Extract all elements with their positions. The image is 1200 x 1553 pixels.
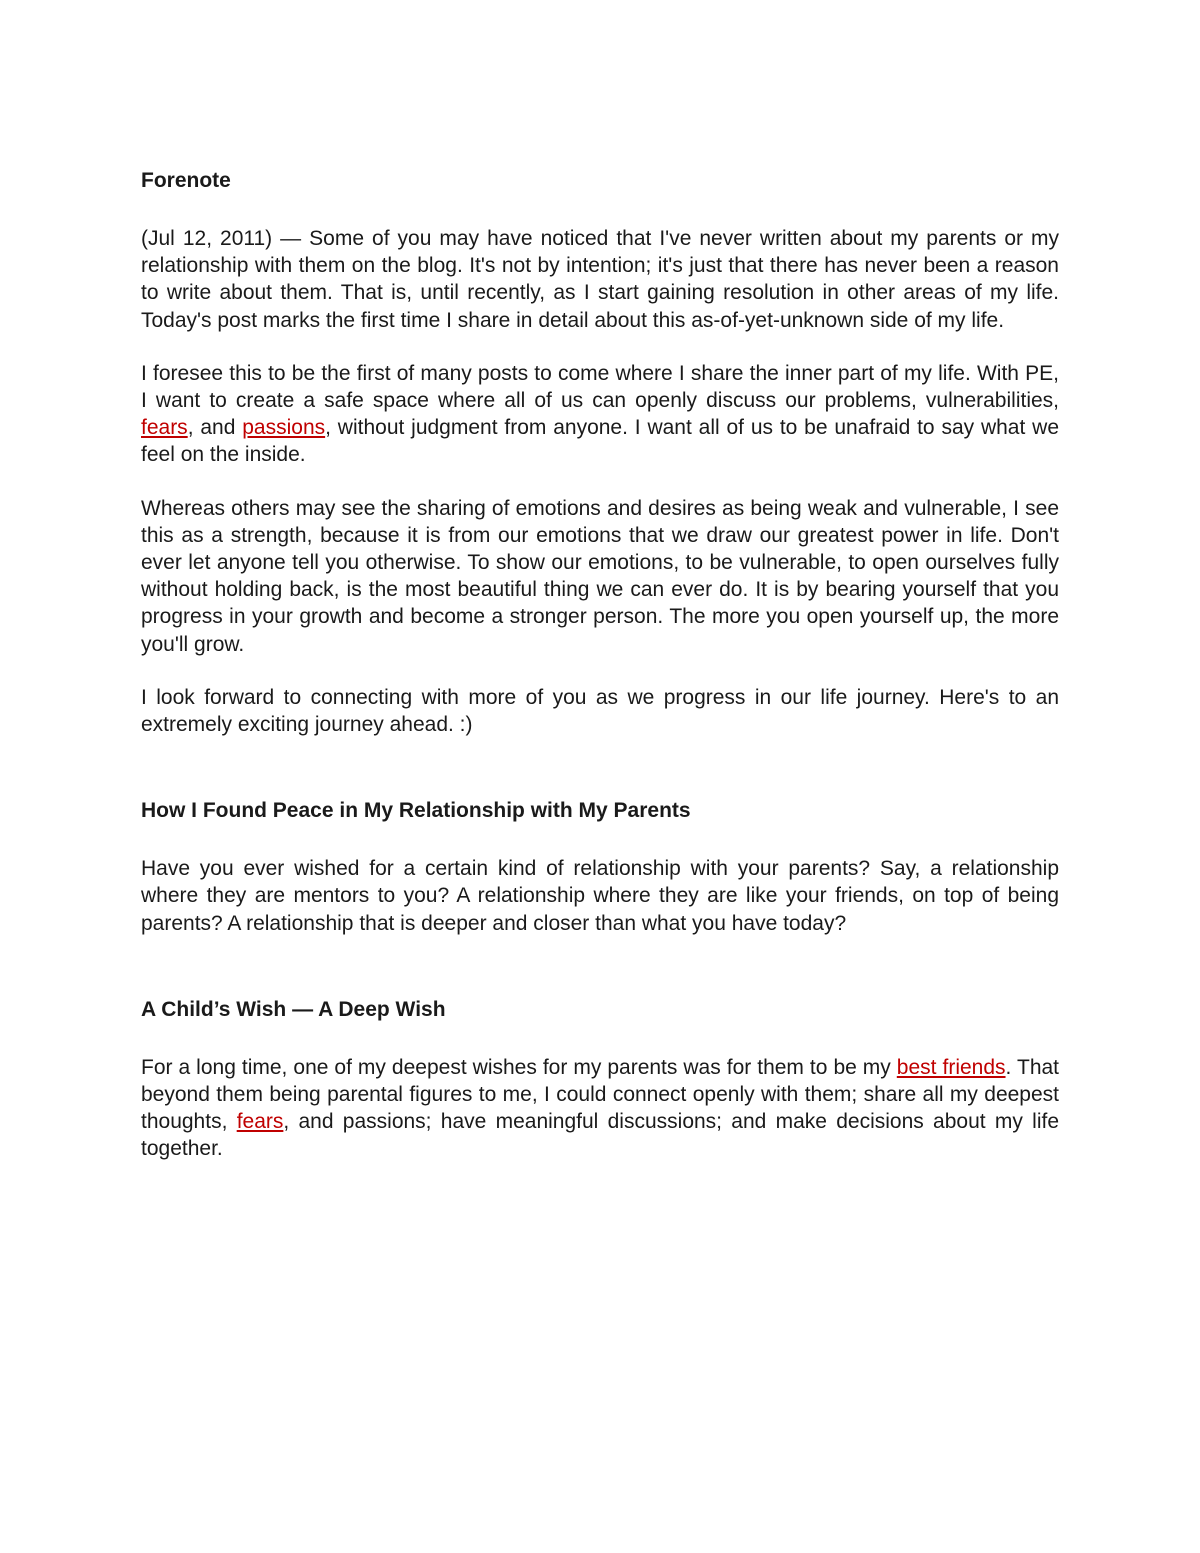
- text-run: . That beyond them being parental figures to me, I could connect openly with them; share all my deepest thoughts,: [141, 1055, 1060, 1134]
- forenote-paragraph-4: I look forward to connecting with more of you as we progress in our life journey. Here's to an extremely exciting journey ahead. :): [141, 685, 1059, 737]
- passions-link[interactable]: passions: [242, 416, 326, 440]
- spacer: [141, 937, 1059, 992]
- section-heading-childs-wish: A Child’s Wish — A Deep Wish: [141, 997, 446, 1021]
- section-heading-parents: How I Found Peace in My Relationship with My Parents: [141, 799, 691, 823]
- fears-link[interactable]: fears: [141, 416, 188, 440]
- spacer: [141, 334, 1059, 360]
- fears-link[interactable]: fears: [236, 1110, 284, 1134]
- document-page: [141, 163, 1059, 1163]
- text-run: , and passions; have meaningful discussions; and make decisions about my life together.: [141, 1110, 1060, 1161]
- spacer: [141, 1028, 1059, 1054]
- spacer: [141, 829, 1059, 855]
- forenote-paragraph-1: (Jul 12, 2011) — Some of you may have noticed that I've never written about my parents or my relationship with them on the blog. It's not by intention; it's just that there has never been a reason to write about them. That is, until recently, as I start gaining resolution in other areas of my life. Today's post marks the first time I share in detail about this as-of-yet-unknown side of my life.: [141, 227, 1059, 332]
- spacer: [141, 469, 1059, 495]
- text-run: , without judgment from anyone. I want all of us to be unafraid to say what we feel on the inside.: [141, 416, 1059, 467]
- parents-paragraph-1: Have you ever wished for a certain kind of relationship with your parents? Say, a relationship where they are mentors to you? A relationship where they are like your friends, on top of being parents? A relationship that is deeper and closer than what you have today?: [141, 857, 1059, 935]
- text-run: , and: [187, 416, 243, 440]
- childs-wish-paragraph-1: [141, 1054, 1059, 1163]
- best-friends-link[interactable]: best friends: [896, 1055, 1006, 1079]
- spacer: [141, 658, 1059, 684]
- forenote-paragraph-3: Whereas others may see the sharing of emotions and desires as being weak and vulnerable, I see this as a strength, because it is from our emotions that we draw our greatest power in life. Don't ever let anyone tell you otherwise. To show our emotions, to be vulnerable, to open ourselves fully without holding back, is the most beautiful thing we can ever do. It is by bearing yourself that you progress in your growth and become a stronger person. The more you open yourself up, the more you'll grow.: [141, 496, 1059, 656]
- forenote-heading: Forenote: [141, 169, 231, 192]
- forenote-paragraph-2: [141, 360, 1059, 469]
- spacer: [141, 199, 1059, 225]
- text-run: For a long time, one of my deepest wishes for my parents was for them to be my: [141, 1055, 897, 1079]
- text-run: I foresee this to be the first of many posts to come where I share the inner part of my life. With PE, I want to create a safe space where all of us can openly discuss our problems, vulnerabilities,: [141, 361, 1059, 413]
- spacer: [141, 738, 1059, 793]
